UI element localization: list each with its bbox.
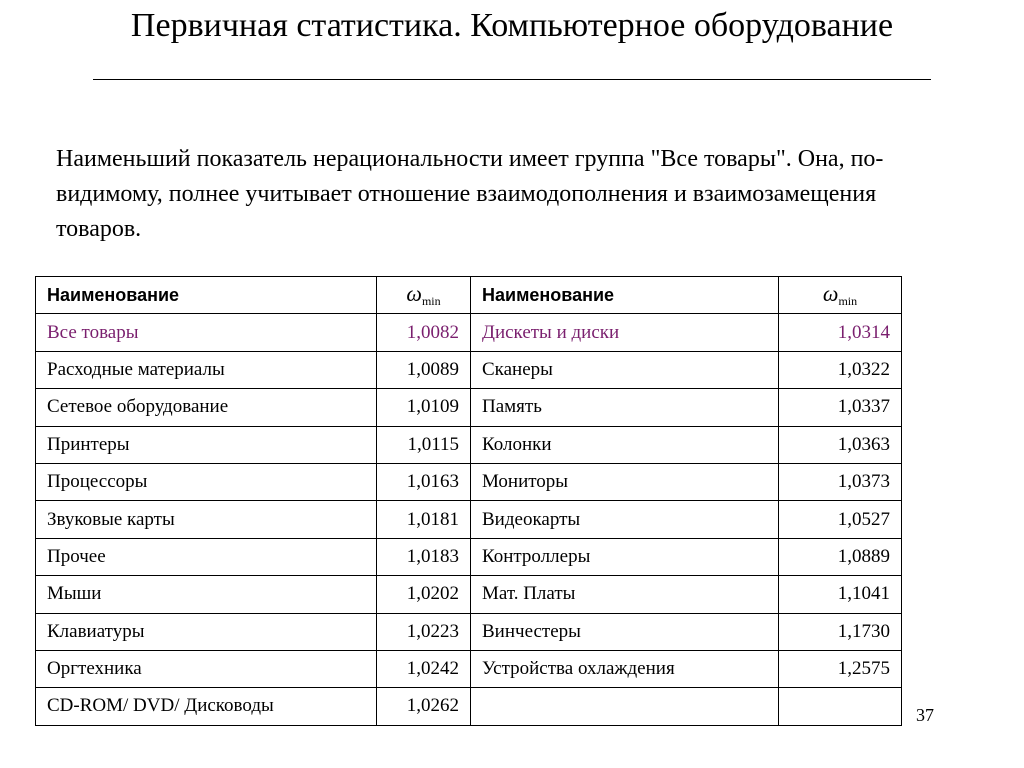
- header-omega-left: [377, 277, 471, 314]
- omega-subscript: min: [838, 294, 858, 309]
- right-name-cell: Винчестеры: [471, 613, 779, 650]
- right-value-cell: 1,0314: [779, 314, 902, 351]
- right-name-cell: Устройства охлаждения: [471, 650, 779, 687]
- table-row: [36, 351, 902, 388]
- omega-symbol: ω: [822, 281, 839, 307]
- left-name-cell: Все товары: [36, 314, 377, 351]
- table-row: [36, 538, 902, 575]
- left-name-cell: Мыши: [36, 576, 377, 613]
- left-value-cell: 1,0163: [377, 463, 471, 500]
- left-value-cell: 1,0262: [377, 688, 471, 725]
- left-value-cell: 1,0202: [377, 576, 471, 613]
- right-name-cell: Память: [471, 389, 779, 426]
- right-value-cell: 1,2575: [779, 650, 902, 687]
- left-name-cell: Сетевое оборудование: [36, 389, 377, 426]
- right-value-cell: 1,0363: [779, 426, 902, 463]
- table-row: [36, 576, 902, 613]
- right-value-cell: 1,0527: [779, 501, 902, 538]
- table-row: [36, 463, 902, 500]
- intro-paragraph: Наименьший показатель нерациональности имеет группа "Все товары". Она, по-видимому, полнее учитывает отношение взаимодополнения и взаимозамещения товаров.: [56, 146, 884, 242]
- table-row: [36, 650, 902, 687]
- omega-subscript: min: [421, 294, 441, 309]
- left-value-cell: 1,0109: [377, 389, 471, 426]
- right-value-cell: 1,0889: [779, 538, 902, 575]
- title-divider: [93, 79, 931, 80]
- right-name-cell: Контроллеры: [471, 538, 779, 575]
- left-value-cell: 1,0115: [377, 426, 471, 463]
- left-value-cell: 1,0181: [377, 501, 471, 538]
- right-value-cell: 1,0337: [779, 389, 902, 426]
- left-name-cell: Клавиатуры: [36, 613, 377, 650]
- left-value-cell: 1,0183: [377, 538, 471, 575]
- left-name-cell: Расходные материалы: [36, 351, 377, 388]
- header-omega-right: [779, 277, 902, 314]
- table-header-row: [36, 277, 902, 314]
- omega-symbol: ω: [406, 281, 422, 307]
- right-value-cell: 1,1730: [779, 613, 902, 650]
- page-number: 37: [916, 705, 934, 725]
- table-row: [36, 389, 902, 426]
- right-value-cell: 1,0373: [779, 463, 902, 500]
- right-value-cell: 1,0322: [779, 351, 902, 388]
- right-name-cell: Дискеты и диски: [471, 314, 779, 351]
- table-row: [36, 426, 902, 463]
- right-name-cell: Мониторы: [471, 463, 779, 500]
- irrationality-table: [35, 276, 902, 726]
- left-name-cell: Прочее: [36, 538, 377, 575]
- left-name-cell: Звуковые карты: [36, 501, 377, 538]
- left-value-cell: 1,0089: [377, 351, 471, 388]
- left-name-cell: Оргтехника: [36, 650, 377, 687]
- right-name-cell: Мат. Платы: [471, 576, 779, 613]
- left-value-cell: 1,0223: [377, 613, 471, 650]
- left-value-cell: 1,0242: [377, 650, 471, 687]
- left-name-cell: CD-ROM/ DVD/ Дисководы: [36, 688, 377, 725]
- table-row: [36, 314, 902, 351]
- left-name-cell: Процессоры: [36, 463, 377, 500]
- header-name-left: Наименование: [36, 277, 377, 314]
- left-name-cell: Принтеры: [36, 426, 377, 463]
- table-row: [36, 501, 902, 538]
- right-name-cell: Видеокарты: [471, 501, 779, 538]
- right-value-cell: 1,1041: [779, 576, 902, 613]
- table-row: [36, 613, 902, 650]
- table-row: [36, 688, 902, 725]
- right-name-cell: [471, 688, 779, 725]
- right-value-cell: [779, 688, 902, 725]
- slide-title: Первичная статистика. Компьютерное оборудование: [130, 7, 894, 44]
- left-value-cell: 1,0082: [377, 314, 471, 351]
- right-name-cell: Колонки: [471, 426, 779, 463]
- header-name-right: Наименование: [471, 277, 779, 314]
- right-name-cell: Сканеры: [471, 351, 779, 388]
